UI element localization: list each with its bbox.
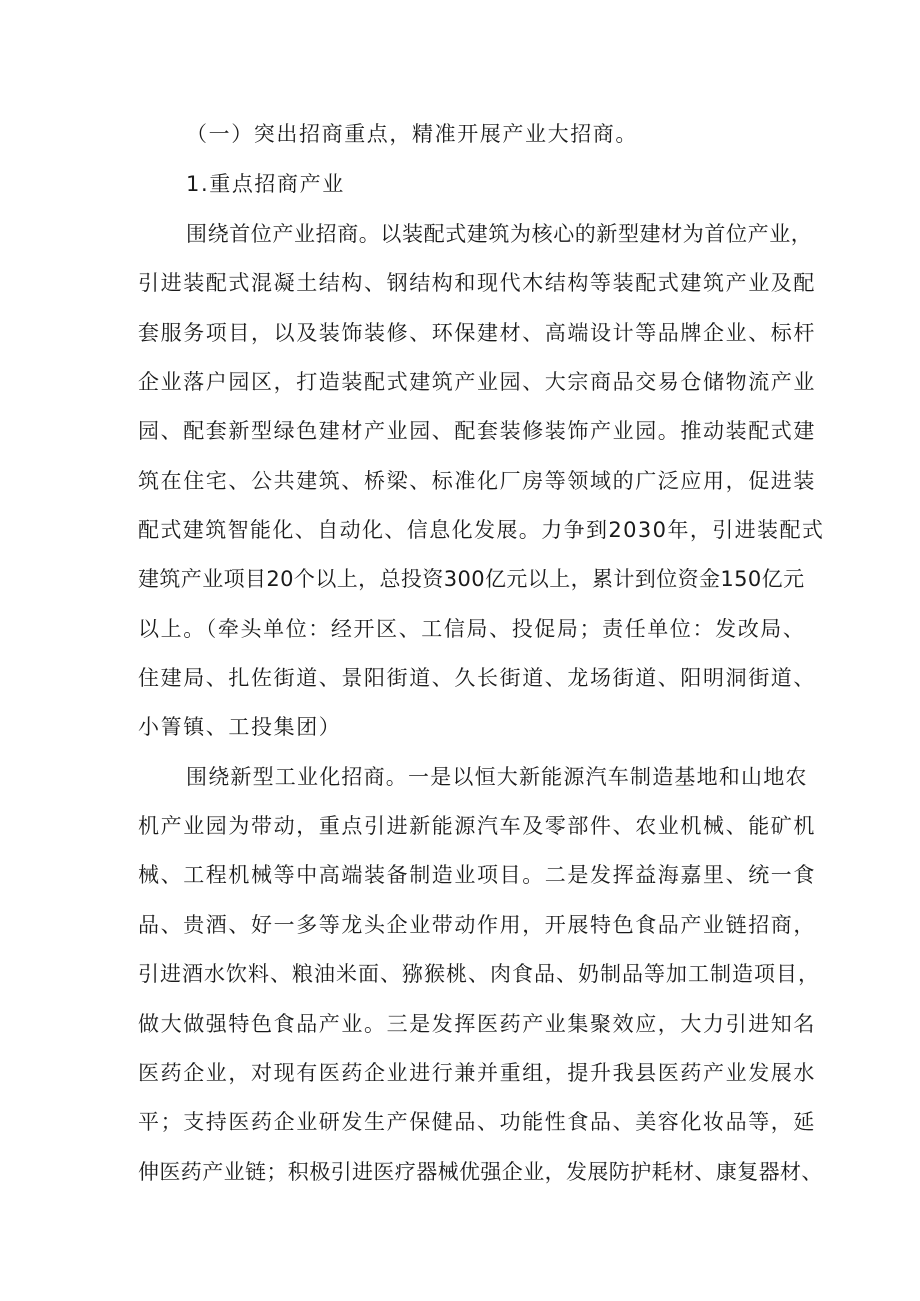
paragraph-line: 小箐镇、工投集团） [138,715,342,739]
paragraph-line: 园、配套新型绿色建材产业园、配套装修装饰产业园。推动装配式建 [138,419,816,443]
paragraph-line: 围绕首位产业招商。以装配式建筑为核心的新型建材为首位产业， [186,222,813,246]
paragraph-line: 住建局、扎佐街道、景阳街道、久长街道、龙场街道、阳明洞街道、 [138,666,816,690]
paragraph-line: 围绕新型工业化招商。一是以恒大新能源汽车制造基地和山地农 [186,765,808,789]
paragraph-line: 配式建筑智能化、自动化、信息化发展。力争到2030年，引进装配式 [138,518,825,542]
paragraph-line: 筑在住宅、公共建筑、桥梁、标准化厂房等领域的广泛应用，促进装 [138,469,816,493]
paragraph-line: 企业落户园区，打造装配式建筑产业园、大宗商品交易仓储物流产业 [138,370,816,394]
paragraph-line: 建筑产业项目20个以上，总投资300亿元以上，累计到位资金150亿元 [138,567,805,591]
subheading: 1.重点招商产业 [186,172,345,196]
paragraph-line: 以上。（牵头单位：经开区、工信局、投促局；责任单位：发改局、 [138,617,806,641]
section-heading: （一）突出招商重点，精准开展产业大招商。 [186,122,638,146]
paragraph-line: 品、贵酒、好一多等龙头企业带动作用，开展特色食品产业链招商， [138,913,816,937]
paragraph-line: 械、工程机械等中高端装备制造业项目。二是发挥益海嘉里、统一食 [138,863,816,887]
paragraph-line: 套服务项目，以及装饰装修、环保建材、高端设计等品牌企业、标杆 [138,321,816,345]
paragraph-line: 引进装配式混凝土结构、钢结构和现代木结构等装配式建筑产业及配 [138,271,816,295]
paragraph-line: 平；支持医药企业研发生产保健品、功能性食品、美容化妆品等，延 [138,1110,816,1134]
paragraph-line: 引进酒水饮料、粮油米面、猕猴桃、肉食品、奶制品等加工制造项目， [138,962,820,986]
paragraph-line: 伸医药产业链；积极引进医疗器械优强企业，发展防护耗材、康复器材、 [138,1160,823,1184]
paragraph-line: 做大做强特色食品产业。三是发挥医药产业集聚效应，大力引进知名 [138,1012,816,1036]
paragraph-line: 机产业园为带动，重点引进新能源汽车及零部件、农业机械、能矿机 [138,814,816,838]
paragraph-line: 医药企业，对现有医药企业进行兼并重组，提升我县医药产业发展水 [138,1061,816,1085]
